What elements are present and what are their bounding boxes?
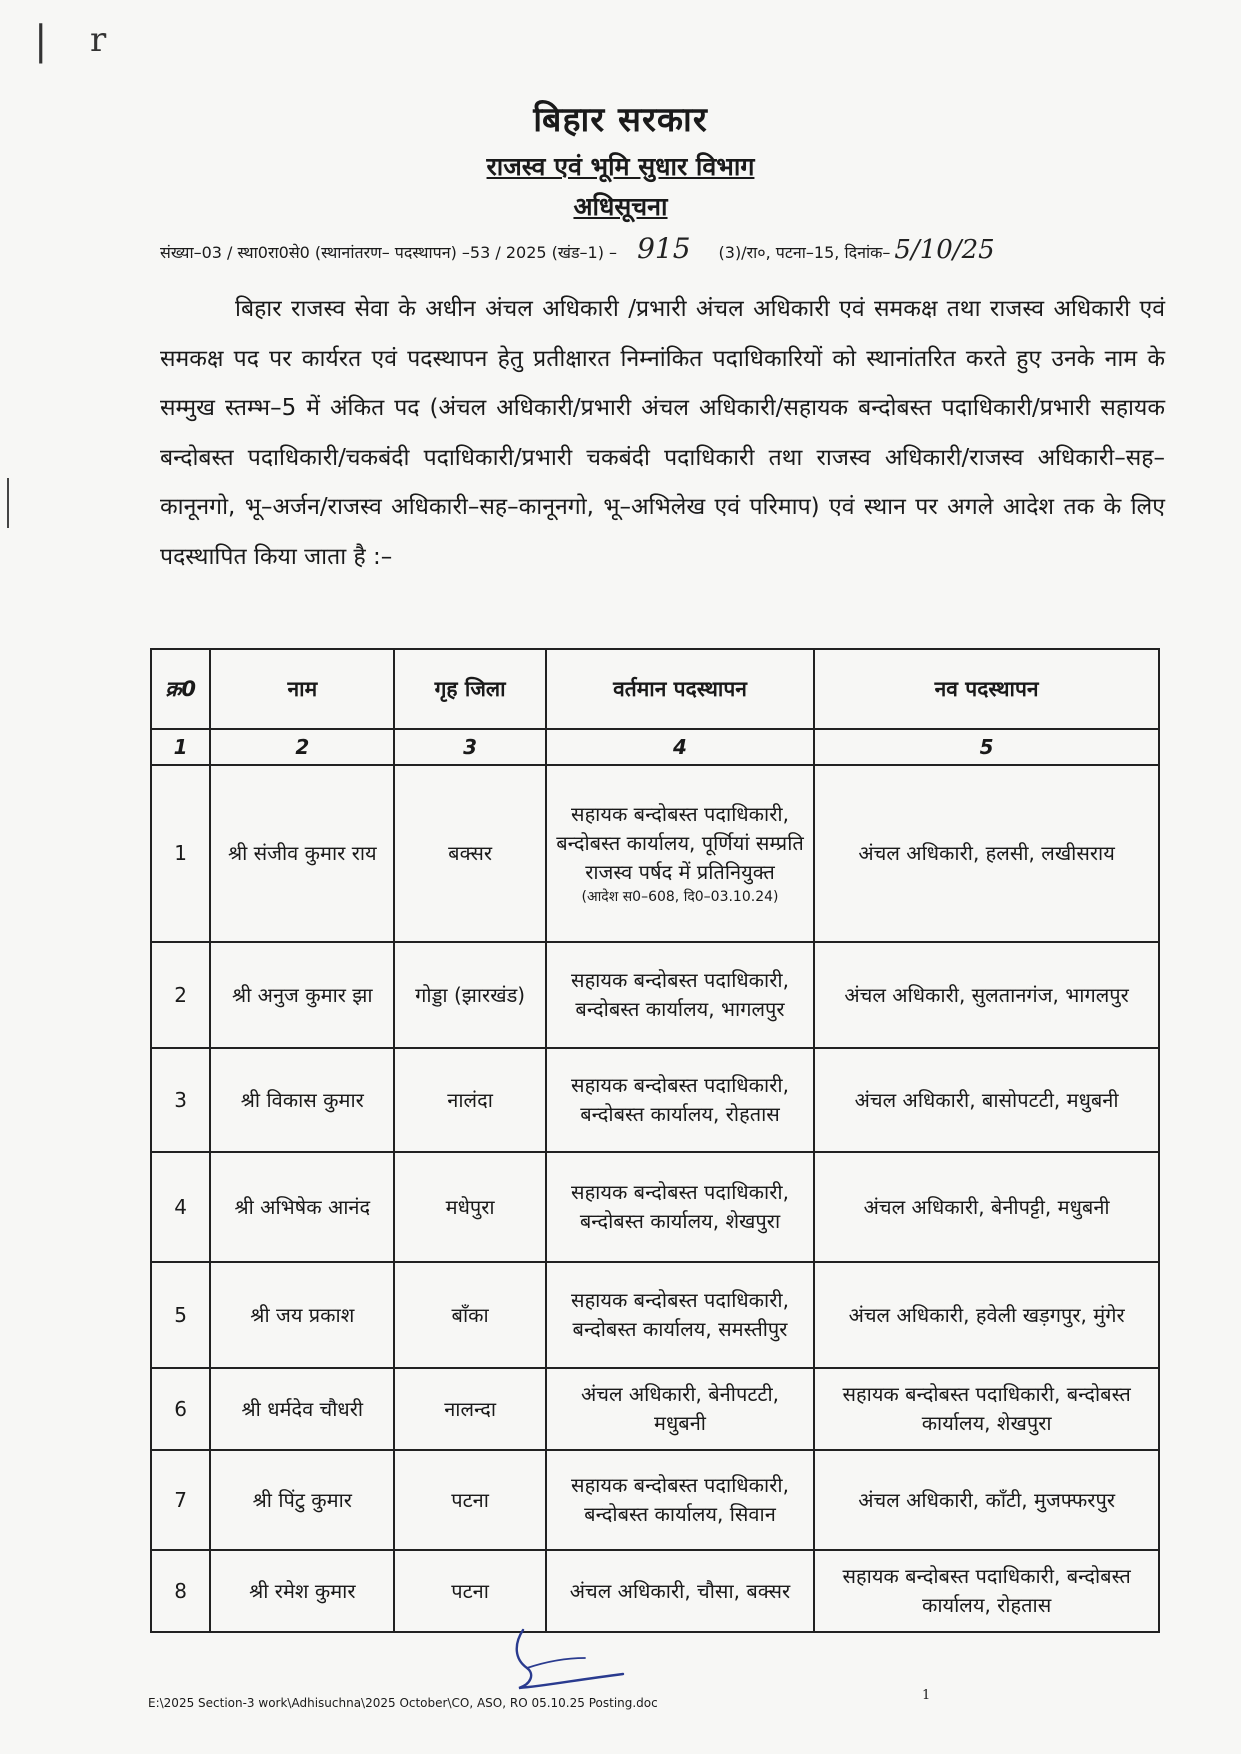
cell-name: श्री पिंटु कुमार [210,1450,394,1550]
cell-home-district: बाँका [394,1262,545,1368]
header-current-posting: वर्तमान पदस्थापन [546,649,814,729]
cell-new-posting: अंचल अधिकारी, हवेली खड़गपुर, मुंगेर [814,1262,1159,1368]
handwritten-number: 915 [637,232,691,265]
page-number: 1 [922,1688,931,1703]
cell-new-posting: अंचल अधिकारी, हलसी, लखीसराय [814,765,1159,942]
posting-table [150,648,1160,1633]
cell-home-district: पटना [394,1450,545,1550]
cell-sn: 5 [151,1262,210,1368]
column-number: 2 [210,729,394,765]
table-row [151,1550,1159,1632]
reference-line [160,232,1200,265]
cell-home-district: नालंदा [394,1048,545,1152]
notification-title: अधिसूचना [573,192,668,221]
cell-sn: 8 [151,1550,210,1632]
table-header-row [151,649,1159,729]
cell-name: श्री जय प्रकाश [210,1262,394,1368]
cell-current-posting: सहायक बन्दोबस्त पदाधिकारी, बन्दोबस्त कार्यालय, भागलपुर [546,942,814,1048]
cell-current-posting: सहायक बन्दोबस्त पदाधिकारी, बन्दोबस्त कार्यालय, समस्तीपुर [546,1262,814,1368]
header-name: नाम [210,649,394,729]
cell-name: श्री अनुज कुमार झा [210,942,394,1048]
cell-new-posting: सहायक बन्दोबस्त पदाधिकारी, बन्दोबस्त कार्यालय, शेखपुरा [814,1368,1159,1450]
handwritten-date: 5/10/25 [894,235,995,265]
table-row [151,765,1159,942]
column-number: 1 [151,729,210,765]
cell-home-district: मधेपुरा [394,1152,545,1262]
cell-name: श्री विकास कुमार [210,1048,394,1152]
cell-home-district: पटना [394,1550,545,1632]
column-number: 5 [814,729,1159,765]
cell-sn: 2 [151,942,210,1048]
header-sn: क्र0 [151,649,210,729]
cell-home-district: नालन्दा [394,1368,545,1450]
cell-home-district: बक्सर [394,765,545,942]
table-row [151,1152,1159,1262]
table-row [151,1450,1159,1550]
cell-new-posting: अंचल अधिकारी, काँटी, मुजफ्फरपुर [814,1450,1159,1550]
handwritten-signature [505,1628,645,1694]
cell-current-posting: अंचल अधिकारी, चौसा, बक्सर [546,1550,814,1632]
table-row [151,1048,1159,1152]
reference-number: संख्या–03 / स्था0रा0से0 (स्थानांतरण– पदस्थापन) –53 / 2025 (खंड–1) – [160,243,618,262]
cell-current-posting: अंचल अधिकारी, बेनीपटटी, मधुबनी [546,1368,814,1450]
corner-pen-mark: | [34,18,48,64]
cell-current-posting [546,765,814,942]
header-home-district: गृह जिला [394,649,545,729]
reference-office-date-label: (3)/रा०, पटना–15, दिनांक– [718,243,891,262]
cell-name: श्री अभिषेक आनंद [210,1152,394,1262]
cell-sn: 1 [151,765,210,942]
header-new-posting: नव पदस्थापन [814,649,1159,729]
cell-name: श्री संजीव कुमार राय [210,765,394,942]
order-reference-note: (आदेश स0–608, दि0–03.10.24) [581,889,779,905]
cell-sn: 7 [151,1450,210,1550]
current-posting-text: सहायक बन्दोबस्त पदाधिकारी, बन्दोबस्त कार्यालय, पूर्णियां सम्प्रति राजस्व पर्षद में प्रतिनियुक्त [556,802,804,884]
cell-new-posting: सहायक बन्दोबस्त पदाधिकारी, बन्दोबस्त कार्यालय, रोहतास [814,1550,1159,1632]
cell-sn: 3 [151,1048,210,1152]
cell-sn: 4 [151,1152,210,1262]
corner-pen-mark-2: r [90,20,107,60]
table-row [151,942,1159,1048]
cell-current-posting: सहायक बन्दोबस्त पदाधिकारी, बन्दोबस्त कार्यालय, रोहतास [546,1048,814,1152]
cell-new-posting: अंचल अधिकारी, सुलतानगंज, भागलपुर [814,942,1159,1048]
column-number-row [151,729,1159,765]
cell-name: श्री रमेश कुमार [210,1550,394,1632]
cell-home-district: गोड्डा (झारखंड) [394,942,545,1048]
cell-current-posting: सहायक बन्दोबस्त पदाधिकारी, बन्दोबस्त कार्यालय, शेखपुरा [546,1152,814,1262]
cell-sn: 6 [151,1368,210,1450]
table-row [151,1368,1159,1450]
table-row [151,1262,1159,1368]
notification-body: बिहार राजस्व सेवा के अधीन अंचल अधिकारी /प्रभारी अंचल अधिकारी एवं समकक्ष तथा राजस्व अधिकारी एवं समकक्ष पद पर कार्यरत एवं पदस्थापन हेतु प्रतीक्षारत निम्नांकित पदाधिकारियों को स्थानांतरित करते हुए उनके नाम के सम्मुख स्तम्भ–5 में अंकित पद (अंचल अधिकारी/प्रभारी अंचल अधिकारी/सहायक बन्दोबस्त पदाधिकारी/प्रभारी सहायक बन्दोबस्त पदाधिकारी/चकबंदी पदाधिकारी/प्रभारी चकबंदी पदाधिकारी तथा राजस्व अधिकारी/राजस्व अधिकारी–सह–कानूनगो, भू–अर्जन/राजस्व अधिकारी–सह–कानूनगो, भू–अभिलेख एवं परिमाप) एवं स्थान पर अगले आदेश तक के लिए पदस्थापित किया जाता है :– [160,296,1165,570]
department-title: राजस्व एवं भूमि सुधार विभाग [486,152,755,181]
cell-current-posting: सहायक बन्दोबस्त पदाधिकारी, बन्दोबस्त कार्यालय, सिवान [546,1450,814,1550]
government-title: बिहार सरकार [533,100,708,140]
cell-new-posting: अंचल अधिकारी, बेनीपट्टी, मधुबनी [814,1152,1159,1262]
column-number: 3 [394,729,545,765]
letterhead [0,95,1241,223]
cell-new-posting: अंचल अधिकारी, बासोपटटी, मधुबनी [814,1048,1159,1152]
file-path-footer: E:\2025 Section-3 work\Adhisuchna\2025 October\CO, ASO, RO 05.10.25 Posting.doc [148,1696,658,1710]
margin-mark [7,478,9,528]
cell-name: श्री धर्मदेव चौधरी [210,1368,394,1450]
column-number: 4 [546,729,814,765]
